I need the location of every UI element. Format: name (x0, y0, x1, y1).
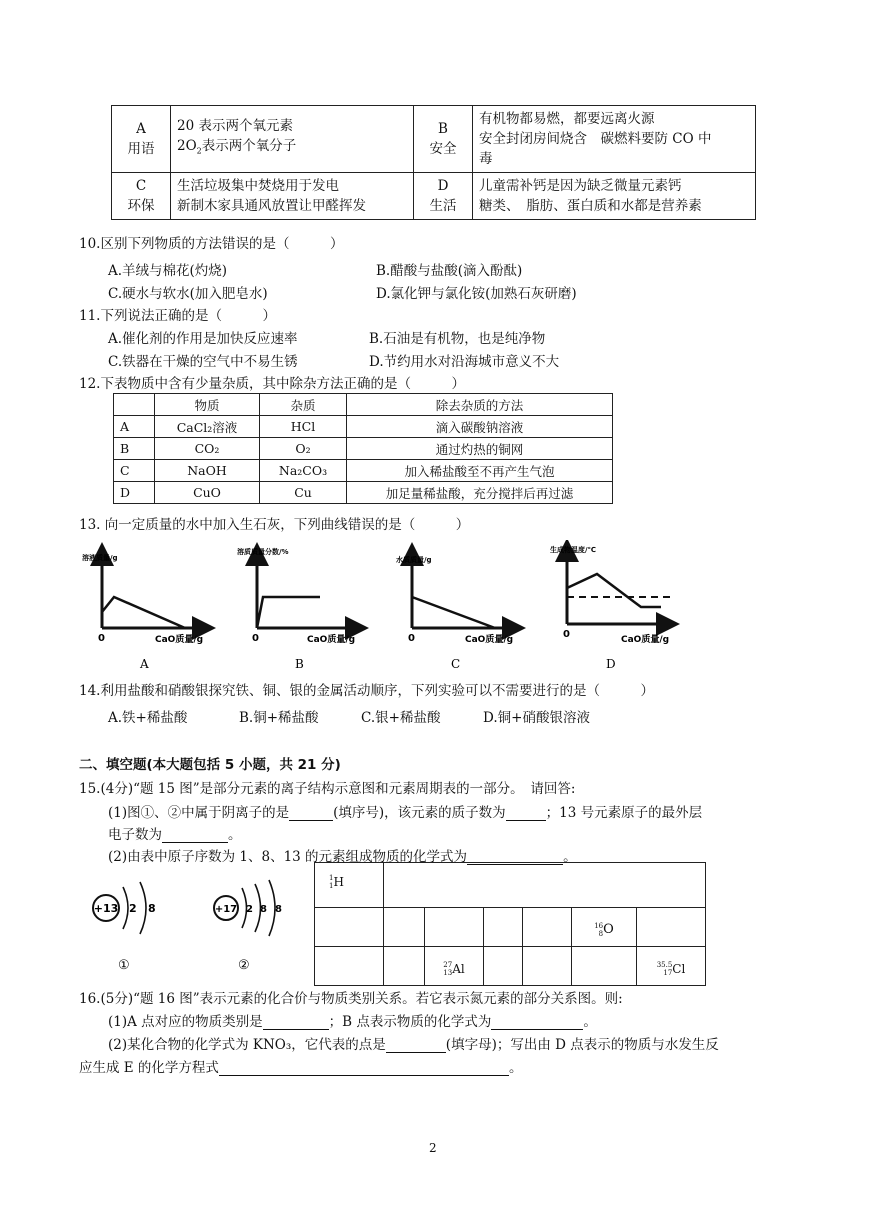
row-impurity: O₂ (260, 438, 347, 460)
section-heading: 二、填空题(本大题包括 5 小题，共 21 分) (79, 757, 341, 773)
o-symbol: O (603, 922, 614, 937)
element-h (315, 863, 384, 908)
cell-content: 生活垃圾集中焚烧用于发电 新制木家具通风放置让甲醛挥发 (171, 173, 414, 220)
cell-content: 儿童需补钙是因为缺乏微量元素钙 糖类、 脂肪、蛋白质和水都是营养素 (473, 173, 756, 220)
header-method: 除去杂质的方法 (347, 394, 613, 416)
q16-part2-line1 (108, 1033, 719, 1053)
empty-cell (384, 908, 425, 947)
table-row (112, 106, 756, 173)
q16-text: 应生成 E 的化学方程式 (79, 1060, 219, 1076)
ion1-shell1: 2 (129, 902, 137, 915)
answer-blank[interactable] (506, 806, 546, 821)
row-substance: CaCl₂溶液 (155, 416, 260, 438)
empty-cell (384, 947, 425, 986)
cell-label: B 安全 (414, 106, 473, 173)
table-header-row (114, 394, 613, 416)
al-number: 13 (443, 968, 453, 977)
header-empty (114, 394, 155, 416)
options-table-q9 (111, 105, 756, 220)
row-key: B (114, 438, 155, 460)
q15-text: (1)图①、②中属于阴离子的是 (108, 805, 290, 821)
cl-symbol: Cl (672, 961, 686, 976)
q11-option-a[interactable]: A.催化剂的作用是加快反应速率 (108, 331, 298, 347)
page-number: 2 (429, 1141, 437, 1155)
q11-stem: 11.下列说法正确的是（ ） (79, 308, 276, 324)
q15-text: 。 (563, 849, 577, 865)
q10-option-c[interactable]: C.硬水与软水(加入肥皂水) (108, 286, 268, 302)
element-cl (637, 947, 706, 986)
q16-text: 。 (508, 1060, 523, 1076)
header-impurity: 杂质 (260, 394, 347, 416)
ion2-shell1: 2 (246, 904, 253, 915)
q11-option-d[interactable]: D.节约用水对沿海城市意义不大 (369, 354, 560, 370)
empty-cell (484, 908, 523, 947)
cl-number: 17 (663, 968, 673, 977)
row-key: C (114, 460, 155, 482)
periodic-table-fragment (314, 862, 706, 986)
answer-blank[interactable] (263, 1015, 329, 1030)
empty-cell (572, 947, 637, 986)
answer-blank[interactable] (219, 1061, 509, 1076)
ion1-core: +13 (93, 902, 119, 915)
table-row (315, 863, 706, 908)
cl-mass: 35.5 (656, 960, 673, 969)
q11-option-b[interactable]: B.石油是有机物，也是纯净物 (369, 331, 546, 347)
q14-option-b[interactable]: B.铜+稀盐酸 (239, 710, 319, 726)
row-method: 加入稀盐酸至不再产生气泡 (347, 460, 613, 482)
row-substance: CuO (155, 482, 260, 504)
q16-stem: 16.(5分)“题 16 图”表示元素的化合价与物质类别关系。若它表示氮元素的部分关系图。则: (79, 991, 623, 1007)
q16-part1 (108, 1010, 597, 1030)
q10-option-d[interactable]: D.氯化钾与氯化铵(加熟石灰研磨) (376, 286, 577, 302)
impurity-table (113, 393, 613, 504)
table-row (315, 908, 706, 947)
row-substance: NaOH (155, 460, 260, 482)
q16-text: 。 (583, 1014, 597, 1030)
ion2-shell3: 8 (275, 904, 282, 915)
table-row (112, 173, 756, 220)
graph-d-origin: 0 (563, 629, 570, 640)
h-number: 1 (329, 882, 334, 890)
q16-text: ；B 点表示物质的化学式为 (328, 1014, 492, 1030)
cell-content: 20 表示两个氧元素 $2O_2$表示两个氧分子 (171, 106, 414, 173)
graph-a-xlabel: CaO质量/g (155, 635, 204, 645)
q10-option-a[interactable]: A.羊绒与棉花(灼烧) (108, 263, 228, 279)
q13-graphs (80, 540, 720, 675)
graph-a-ylabel: 溶液质量/g (82, 554, 118, 562)
q13-stem: 13. 向一定质量的水中加入生石灰，下列曲线错误的是（ ） (79, 517, 470, 533)
cell-content: 有机物都易燃，都要远离火源 安全封闭房间烧含 碳燃料要防 CO 中 毒 (473, 106, 756, 173)
q15-part1-line2 (108, 823, 242, 843)
ion2-shell2: 8 (260, 904, 267, 915)
empty-cell (425, 908, 484, 947)
ion-structure-diagrams (85, 872, 305, 977)
empty-cell (637, 908, 706, 947)
graph-c-ylabel: 水质质量/g (396, 556, 432, 564)
o-mass: 16 (594, 921, 604, 930)
ion2-core: +17 (214, 904, 238, 915)
graph-d-ylabel: 生成物温度/℃ (550, 546, 597, 554)
ion1-shell2: 8 (148, 902, 156, 915)
element-al (425, 947, 484, 986)
al-mass: 27 (443, 960, 453, 969)
row-impurity: HCl (260, 416, 347, 438)
q11-option-c[interactable]: C.铁器在干燥的空气中不易生锈 (108, 354, 298, 370)
element-o (572, 908, 637, 947)
graph-c-xlabel: CaO质量/g (465, 635, 514, 645)
table-row (114, 438, 613, 460)
ion-diagram-1 (93, 882, 156, 973)
q16-text: (2)某化合物的化学式为 KNO₃，它代表的点是 (108, 1037, 386, 1053)
ion1-label: ① (118, 958, 130, 973)
q10-stem: 10.区别下列物质的方法错误的是（ ） (79, 236, 344, 252)
o-number: 8 (598, 929, 604, 938)
q14-option-c[interactable]: C.银+稀盐酸 (361, 710, 441, 726)
h-mass: 1 (329, 874, 334, 882)
q15-text: (2)由表中原子序数为 1、8、13 的元素组成物质的化学式为 (108, 849, 468, 865)
graph-a-label: A (140, 657, 149, 671)
q15-text: 电子数为 (108, 827, 162, 843)
graph-b-xlabel: CaO质量/g (307, 635, 356, 645)
q14-option-a[interactable]: A.铁+稀盐酸 (108, 710, 188, 726)
graph-b-origin: 0 (252, 633, 259, 644)
graph-d-xlabel: CaO质量/g (621, 635, 670, 645)
q16-part2-line2 (79, 1056, 522, 1076)
q14-option-d[interactable]: D.铜+硝酸银溶液 (483, 710, 590, 726)
row-impurity: Cu (260, 482, 347, 504)
ion2-label: ② (238, 958, 250, 973)
q15-stem: 15.(4分)“题 15 图”是部分元素的离子结构示意图和元素周期表的一部分。 请回答: (79, 781, 576, 797)
answer-blank[interactable] (386, 1038, 446, 1053)
empty-cell (315, 908, 384, 947)
row-impurity: Na₂CO₃ (260, 460, 347, 482)
al-symbol: Al (452, 961, 465, 976)
empty-cell (484, 947, 523, 986)
table-row (114, 416, 613, 438)
table-row (114, 482, 613, 504)
row-method: 滴入碳酸钠溶液 (347, 416, 613, 438)
row-method: 加足量稀盐酸，充分搅拌后再过滤 (347, 482, 613, 504)
graph-c (395, 548, 520, 671)
q16-text: (填字母)；写出由 D 点表示的物质与水发生反 (445, 1037, 719, 1053)
empty-cell (523, 908, 572, 947)
row-key: D (114, 482, 155, 504)
q15-text: ；13 号元素原子的最外层 (545, 805, 703, 821)
answer-blank[interactable] (162, 828, 228, 843)
graph-a (82, 548, 210, 671)
graph-c-origin: 0 (408, 633, 415, 644)
answer-blank[interactable] (491, 1015, 583, 1030)
graph-b-label: B (295, 657, 304, 671)
graph-d-label: D (606, 657, 616, 671)
cell-label: A 用语 (112, 106, 171, 173)
h-symbol: H (333, 875, 344, 889)
q12-stem: 12.下表物质中含有少量杂质，其中除杂方法正确的是（ ） (79, 376, 465, 392)
graph-b (237, 547, 363, 671)
cell-label: D 生活 (414, 173, 473, 220)
q15-part1-line1 (108, 801, 702, 821)
row-substance: CO₂ (155, 438, 260, 460)
header-substance: 物质 (155, 394, 260, 416)
row-method: 通过灼热的铜网 (347, 438, 613, 460)
graph-c-label: C (451, 657, 461, 671)
q15-text: (填序号)，该元素的质子数为 (333, 805, 506, 821)
empty-cell (315, 947, 384, 986)
q16-text: (1)A 点对应的物质类别是 (108, 1014, 263, 1030)
table-row (114, 460, 613, 482)
q14-stem: 14.利用盐酸和硝酸银探究铁、铜、银的金属活动顺序，下列实验可以不需要进行的是（ ） (79, 683, 654, 699)
row-key: A (114, 416, 155, 438)
cell-label: C 环保 (112, 173, 171, 220)
graph-a-origin: 0 (98, 633, 105, 644)
answer-blank[interactable] (289, 806, 333, 821)
q10-option-b[interactable]: B.醋酸与盐酸(滴入酚酞) (376, 263, 523, 279)
q15-text: 。 (228, 827, 242, 843)
ion-diagram-2 (214, 880, 282, 973)
graph-b-ylabel: 溶质质量分数/% (237, 548, 289, 556)
empty-cell (384, 863, 706, 908)
empty-cell (523, 947, 572, 986)
graph-d (550, 544, 674, 671)
table-row (315, 947, 706, 986)
